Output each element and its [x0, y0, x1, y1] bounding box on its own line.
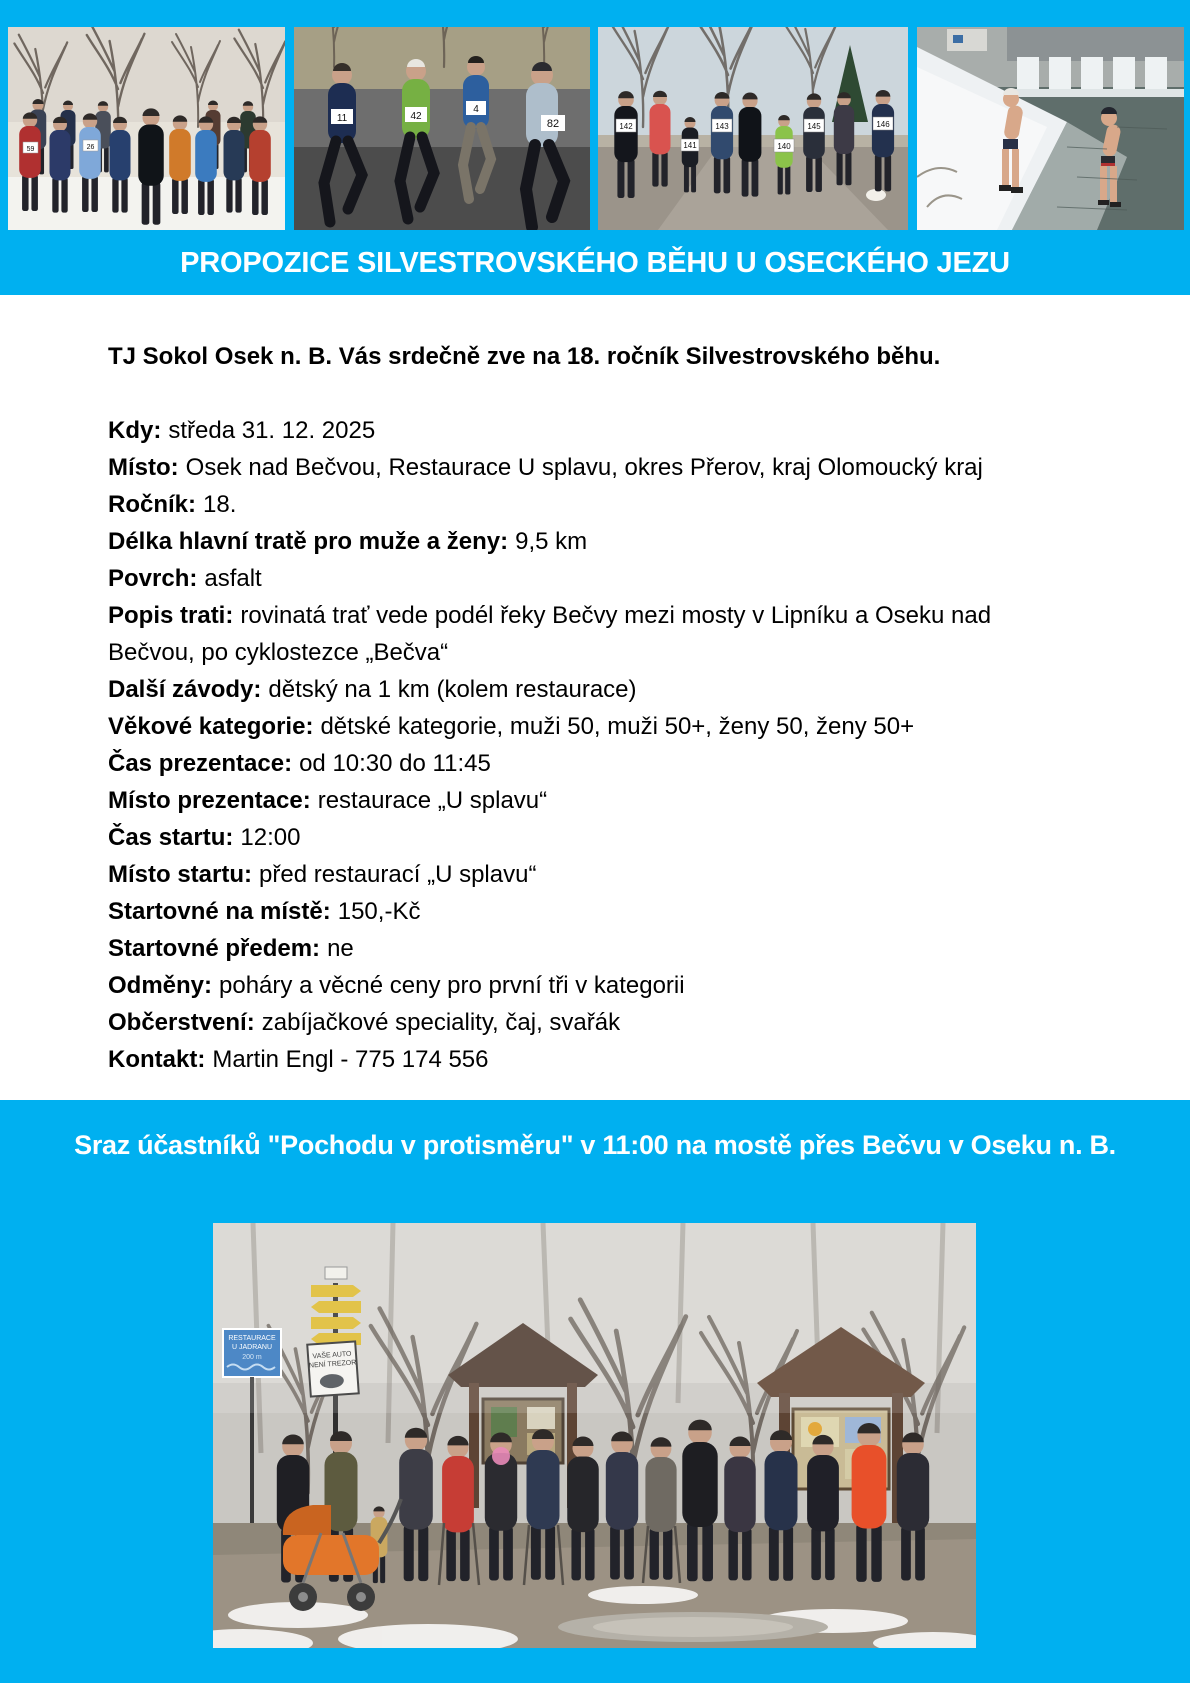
detail-value: zabíjačkové speciality, čaj, svařák	[261, 1009, 621, 1036]
detail-value: 9,5 km	[515, 528, 588, 555]
detail-label: Čas startu:	[108, 824, 234, 851]
detail-line	[108, 893, 1098, 930]
detail-line	[108, 486, 1098, 523]
detail-label: Popis trati:	[108, 602, 234, 629]
sign-text: U JADRANU	[231, 1344, 273, 1351]
detail-line	[108, 782, 1098, 819]
detail-line	[108, 449, 1098, 486]
sign-text: 200 m	[242, 1354, 262, 1361]
detail-label: Místo:	[108, 454, 179, 481]
detail-value: Martin Engl - 775 174 556	[212, 1046, 489, 1073]
detail-value: restaurace „U splavu“	[317, 787, 548, 814]
detail-label: Kdy:	[108, 417, 162, 444]
detail-label: Čas prezentace:	[108, 750, 293, 777]
detail-line	[108, 523, 1098, 560]
group-walk-winter-illustration	[213, 1223, 976, 1648]
detail-label: Povrch:	[108, 565, 198, 592]
detail-line	[108, 745, 1098, 782]
winter-swimmers-photo	[917, 27, 1184, 230]
detail-label: Odměny:	[108, 972, 213, 999]
detail-label: Věkové kategorie:	[108, 713, 314, 740]
detail-line	[108, 967, 1098, 1004]
detail-label: Startovné na místě:	[108, 898, 331, 925]
detail-value: ne	[327, 935, 354, 962]
detail-line	[108, 671, 1098, 708]
page-title: PROPOZICE SILVESTROVSKÉHO BĚHU U OSECKÉHO JEZU	[180, 247, 1010, 279]
winter-swimmers-illustration	[917, 27, 1184, 230]
detail-value: dětský na 1 km (kolem restaurace)	[268, 676, 637, 703]
detail-label: Občerstvení:	[108, 1009, 255, 1036]
group-walk-winter-photo	[213, 1223, 976, 1648]
detail-label: Místo prezentace:	[108, 787, 311, 814]
detail-line	[108, 597, 1098, 634]
detail-label: Kontakt:	[108, 1046, 206, 1073]
bib-number: 142	[619, 122, 633, 131]
bib-number: 59	[26, 146, 35, 153]
walkers-path-photo	[598, 27, 908, 230]
detail-value: rovinatá trať vede podél řeky Bečvy mezi mosty v Lipníku a Oseku nad	[240, 602, 992, 629]
detail-line	[108, 1041, 1098, 1078]
bib-number: 82	[546, 118, 560, 130]
start-crowd-snow-illustration	[8, 27, 285, 230]
bib-number: 4	[473, 104, 479, 115]
runners-asphalt-illustration	[294, 27, 590, 230]
start-crowd-snow-photo	[8, 27, 285, 230]
detail-line	[108, 856, 1098, 893]
detail-value: od 10:30 do 11:45	[299, 750, 491, 777]
bib-number: 42	[410, 111, 422, 122]
details-list	[108, 412, 1098, 1078]
sign-text: RESTAURACE	[228, 1335, 276, 1342]
bib-number: 26	[86, 144, 95, 151]
runners-asphalt-photo	[294, 27, 590, 230]
detail-label: Startovné předem:	[108, 935, 321, 962]
detail-value: asfalt	[204, 565, 262, 592]
detail-label: Místo startu:	[108, 861, 252, 888]
detail-value: poháry a věcné ceny pro první tři v kategorii	[219, 972, 685, 999]
intro-text: TJ Sokol Osek n. B. Vás srdečně zve na 18. ročník Silvestrovského běhu.	[108, 343, 941, 370]
detail-value: před restaurací „U splavu“	[259, 861, 537, 888]
bib-number: 11	[336, 113, 348, 124]
detail-label: Další závody:	[108, 676, 262, 703]
detail-value: Osek nad Bečvou, Restaurace U splavu, okres Přerov, kraj Olomoucký kraj	[185, 454, 983, 481]
detail-line	[108, 819, 1098, 856]
detail-continuation: Bečvou, po cyklostezce „Bečva“	[108, 639, 449, 666]
detail-line	[108, 708, 1098, 745]
bib-number: 143	[715, 122, 729, 131]
detail-line	[108, 1004, 1098, 1041]
walkers-path-illustration	[598, 27, 908, 230]
detail-value: 18.	[203, 491, 237, 518]
sign-text: NENÍ TREZOR	[308, 1359, 357, 1370]
footer-title: Sraz účastníků "Pochodu v protisměru" v 11:00 na mostě přes Bečvu v Oseku n. B.	[74, 1130, 1116, 1160]
detail-line	[108, 560, 1098, 597]
detail-value: 12:00	[240, 824, 301, 851]
detail-value: dětské kategorie, muži 50, muži 50+, ženy 50, ženy 50+	[320, 713, 915, 740]
sign-text: VAŠE AUTO	[312, 1350, 352, 1361]
bib-number: 145	[807, 122, 821, 131]
detail-value: 150,-Kč	[337, 898, 421, 925]
detail-label: Délka hlavní tratě pro muže a ženy:	[108, 528, 509, 555]
detail-line	[108, 930, 1098, 967]
header-section	[0, 0, 1190, 295]
detail-label: Ročník:	[108, 491, 197, 518]
detail-line	[108, 412, 1098, 449]
bib-number: 146	[876, 120, 890, 129]
bib-number: 141	[683, 141, 697, 150]
footer-section	[0, 1100, 1190, 1683]
detail-value: středa 31. 12. 2025	[168, 417, 376, 444]
bib-number: 140	[777, 142, 791, 151]
content-section	[108, 295, 1098, 1078]
